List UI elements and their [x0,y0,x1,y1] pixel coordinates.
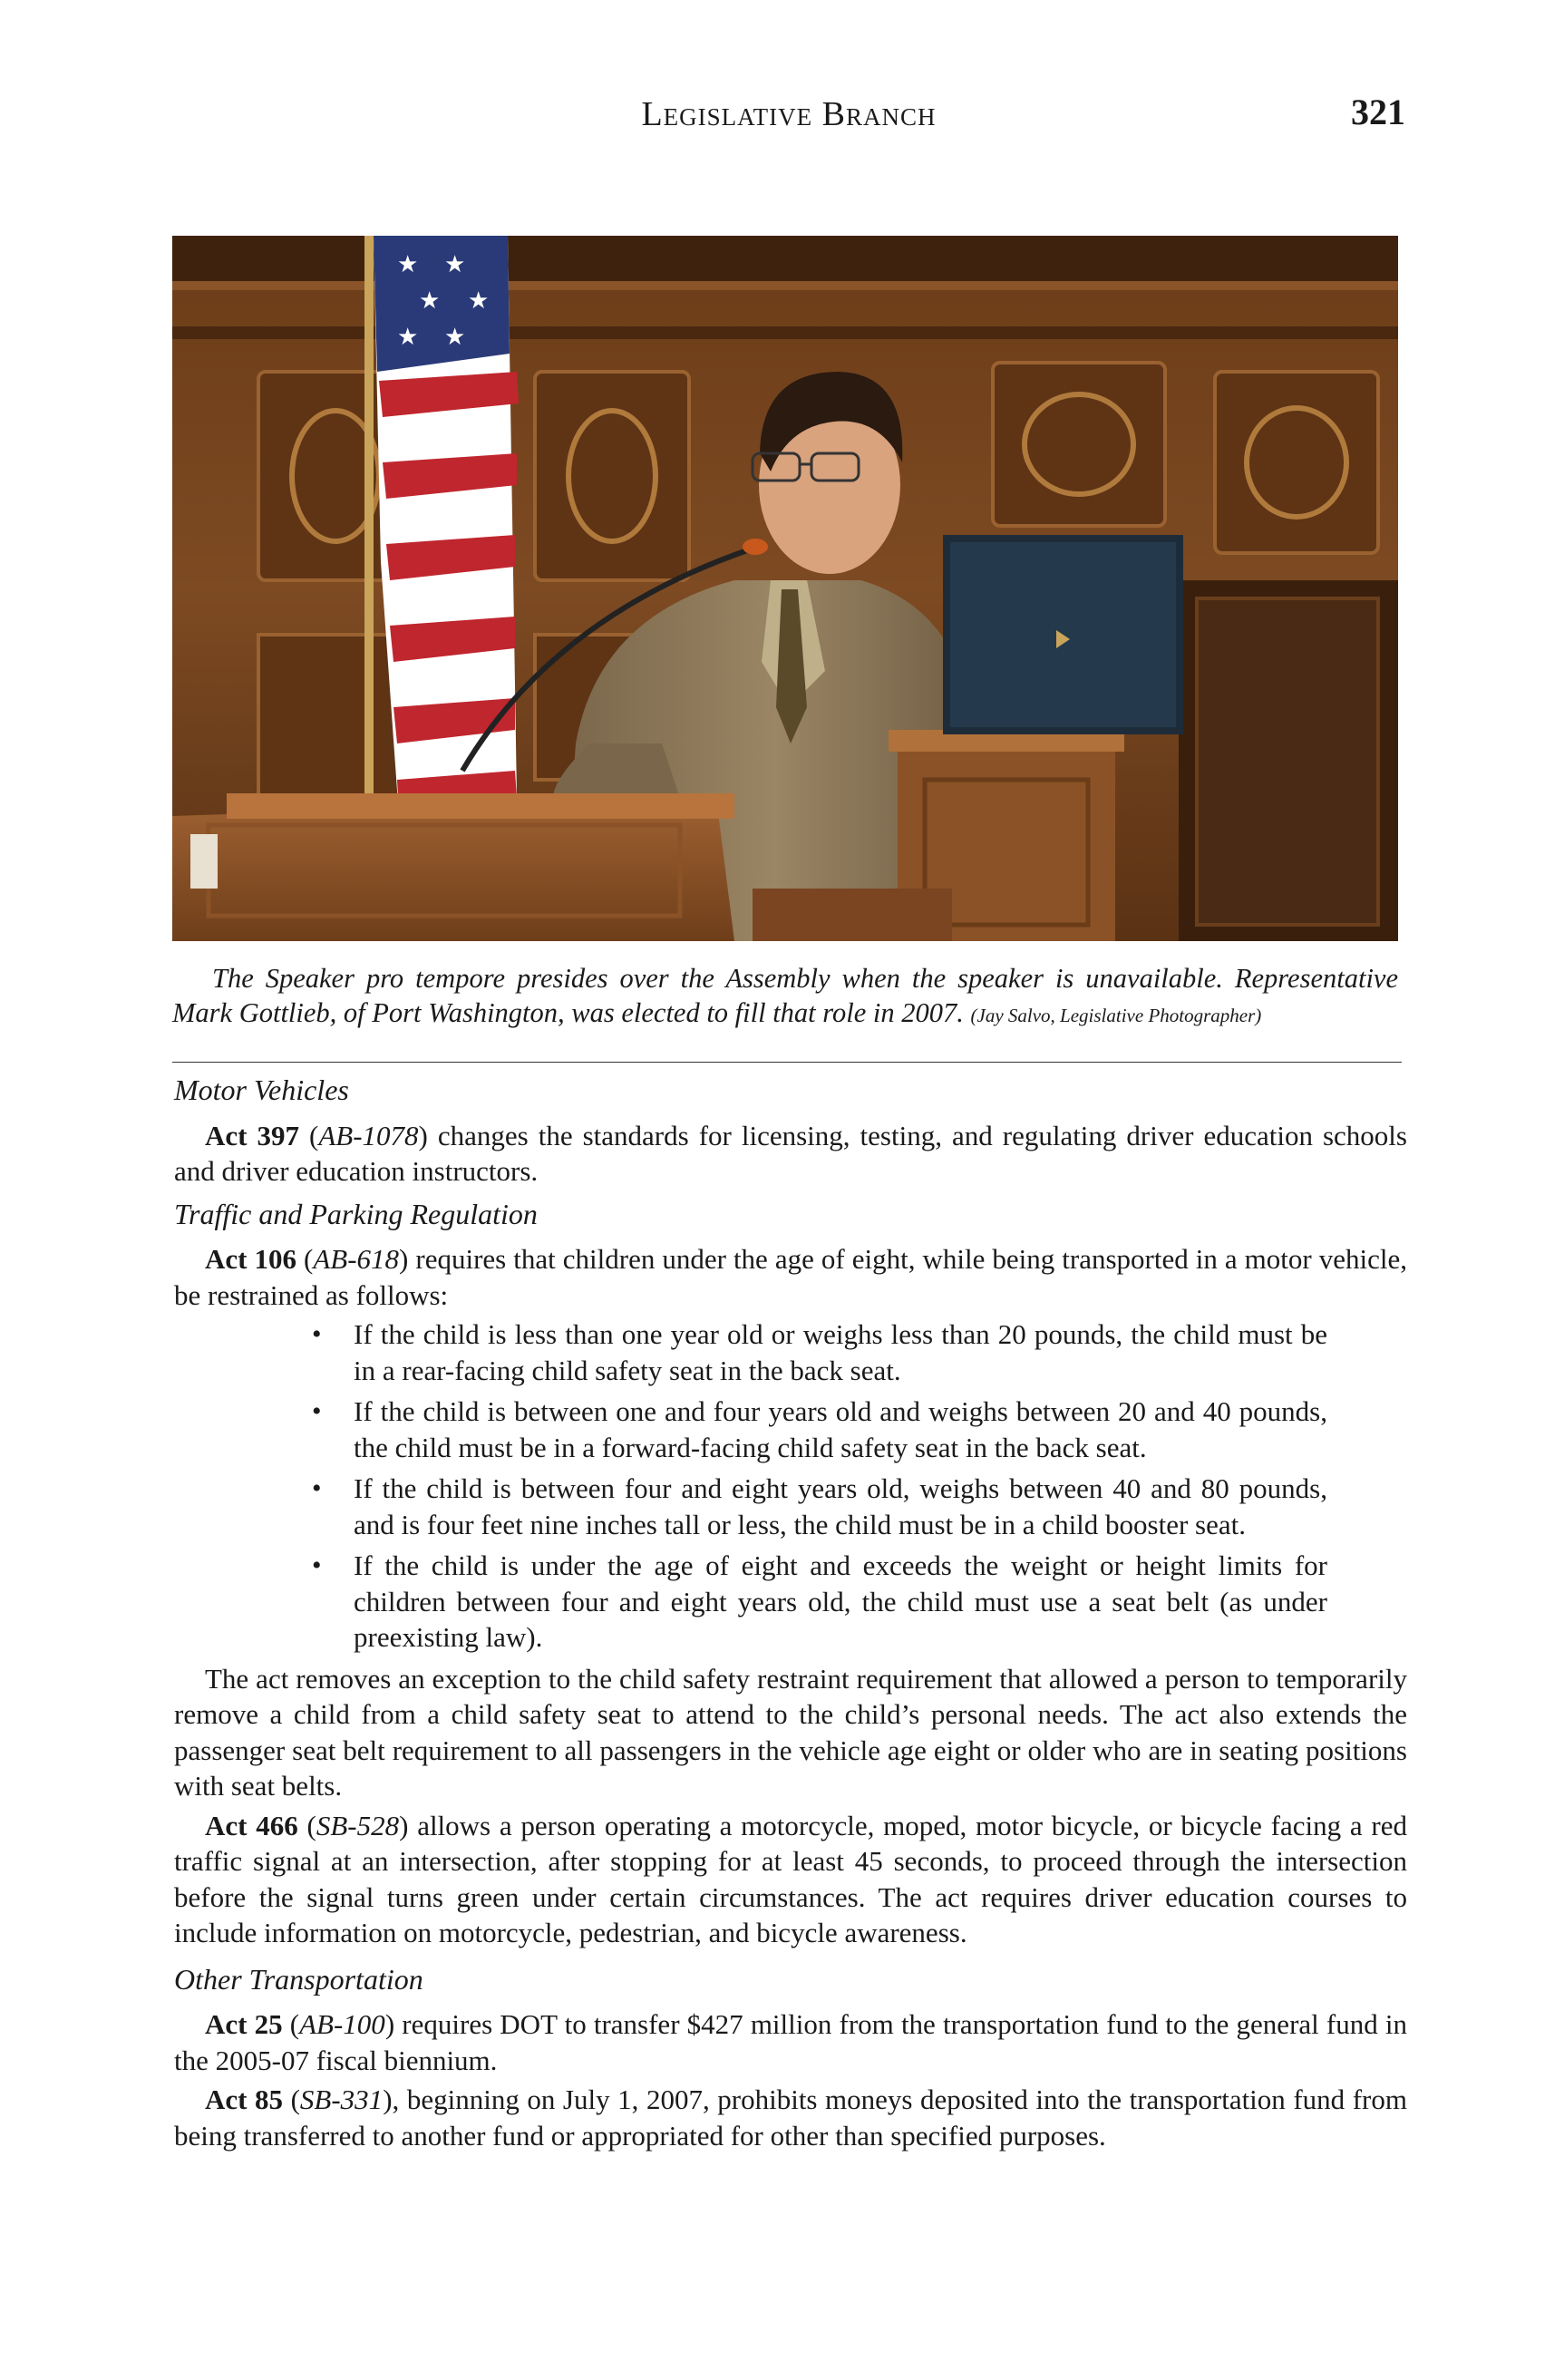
bill-number: SB-331 [299,2084,384,2115]
bullet-icon: • [312,1396,322,1426]
section-heading-other-transportation: Other Transportation [174,1962,423,1996]
caption-text: The Speaker pro tempore presides over the Assembly when the speaker is unavailable. Representative Mark Gottlieb, of Port Washington, was elected to fill that role in 2007. [172,963,1398,1028]
section-heading-motor-vehicles: Motor Vehicles [174,1073,349,1106]
bullet-icon: • [312,1473,322,1503]
act-text: requires DOT to transfer $427 million from the transportation fund to the general fund in the 2005-07 fiscal biennium. [174,2008,1407,2076]
photo-caption [172,961,1398,1033]
restraint-list [174,1316,1327,1656]
list-item-text: If the child is under the age of eight and exceeds the weight or height limits for children between four and eight years old, the child must use a seat belt (as under preexisting law). [354,1549,1327,1653]
act-text: requires that children under the age of eight, while being transported in a motor vehicle, be restrained as follows: [174,1243,1407,1311]
list-item-text: If the child is between one and four years old and weighs between 20 and 40 pounds, the child must be in a forward-facing child safety seat in the back seat. [354,1395,1327,1463]
act-text: changes the standards for licensing, testing, and regulating driver education schools and driver education instructors. [174,1119,1407,1187]
list-item-text: If the child is less than one year old or weighs less than 20 pounds, the child must be in a rear-facing child safety seat in the back seat. [354,1318,1327,1386]
act-466-paragraph: Act 466 (SB-528) allows a person operating a motorcycle, moped, motor bicycle, or bicycle facing a red traffic signal at an intersection, after stopping for at least 45 seconds, to proceed through the intersection before the signal turns green under certain circumstances. The act requires driver education courses to include information on motorcycle, pedestrian, and bicycle awareness. [174,1809,1407,1948]
act-text: allows a person operating a motorcycle, moped, motor bicycle, or bicycle facing a red traffic signal at an intersection, after stopping for at least 45 seconds, to proceed through the intersection before the signal turns green under certain circumstances. The act requires driver education courses to include information on motorcycle, pedestrian, and bicycle awareness. [174,1809,1407,1948]
bill-number: AB-618 [313,1243,400,1275]
svg-text:★: ★ [444,251,466,278]
list-item-text: If the child is between four and eight years old, weighs between 40 and 80 pounds, and is four feet nine inches tall or less, the child must be in a child booster seat. [354,1472,1327,1540]
list-item [312,1548,1327,1656]
bill-number: AB-1078 [318,1119,419,1151]
bill-number: AB-100 [299,2008,385,2040]
photo-credit: (Jay Salvo, Legislative Photographer) [970,1005,1262,1026]
list-item [312,1471,1327,1542]
body-text [174,1073,1407,2157]
svg-text:★: ★ [444,324,466,351]
caption-rule [172,1062,1402,1063]
act-number: Act 85 [205,2084,284,2115]
act-text: beginning on July 1, 2007, prohibits moneys deposited into the transportation fund from being transferred to another fund or appropriated for other than specified purposes. [174,2084,1407,2152]
act-106-followup-paragraph: The act removes an exception to the child safety restraint requirement that allowed a person to temporarily remove a child from a child safety seat to attend to the child’s personal needs. The act also extends the passenger seat belt requirement to all passengers in the vehicle age eight or older who are in seating positions with seat belts. [174,1662,1407,1802]
svg-text:★: ★ [419,287,441,315]
page-number: 321 [1351,92,1405,132]
speaker-photo [172,236,1398,941]
svg-text:★: ★ [397,251,419,278]
act-25-paragraph: Act 25 (AB-100) requires DOT to transfer $427 million from the transportation fund to the general fund in the 2005-07 fiscal biennium. [174,2008,1407,2076]
photo-illustration [172,236,1398,941]
act-number: Act 25 [205,2008,283,2040]
svg-text:★: ★ [468,287,490,315]
act-106-paragraph: Act 106 (AB-618) requires that children under the age of eight, while being transported in a motor vehicle, be restrained as follows: [174,1243,1407,1311]
section-heading-traffic: Traffic and Parking Regulation [174,1197,538,1230]
running-head: Legislative Branch [641,95,937,133]
act-397-paragraph: Act 397 (AB-1078) changes the standards for licensing, testing, and regulating driver education schools and driver education instructors. [174,1119,1407,1187]
bullet-icon: • [312,1550,322,1580]
list-item [312,1316,1327,1388]
bullet-icon: • [312,1319,322,1349]
act-85-paragraph: Act 85 (SB-331), beginning on July 1, 2007, prohibits moneys deposited into the transportation fund from being transferred to another fund or appropriated for other than specified purposes. [174,2084,1407,2152]
svg-text:★: ★ [397,324,419,351]
act-number: Act 466 [205,1809,298,1841]
bill-number: SB-528 [316,1809,400,1841]
act-number: Act 106 [205,1243,296,1275]
act-number: Act 397 [205,1119,299,1151]
list-item [312,1394,1327,1465]
